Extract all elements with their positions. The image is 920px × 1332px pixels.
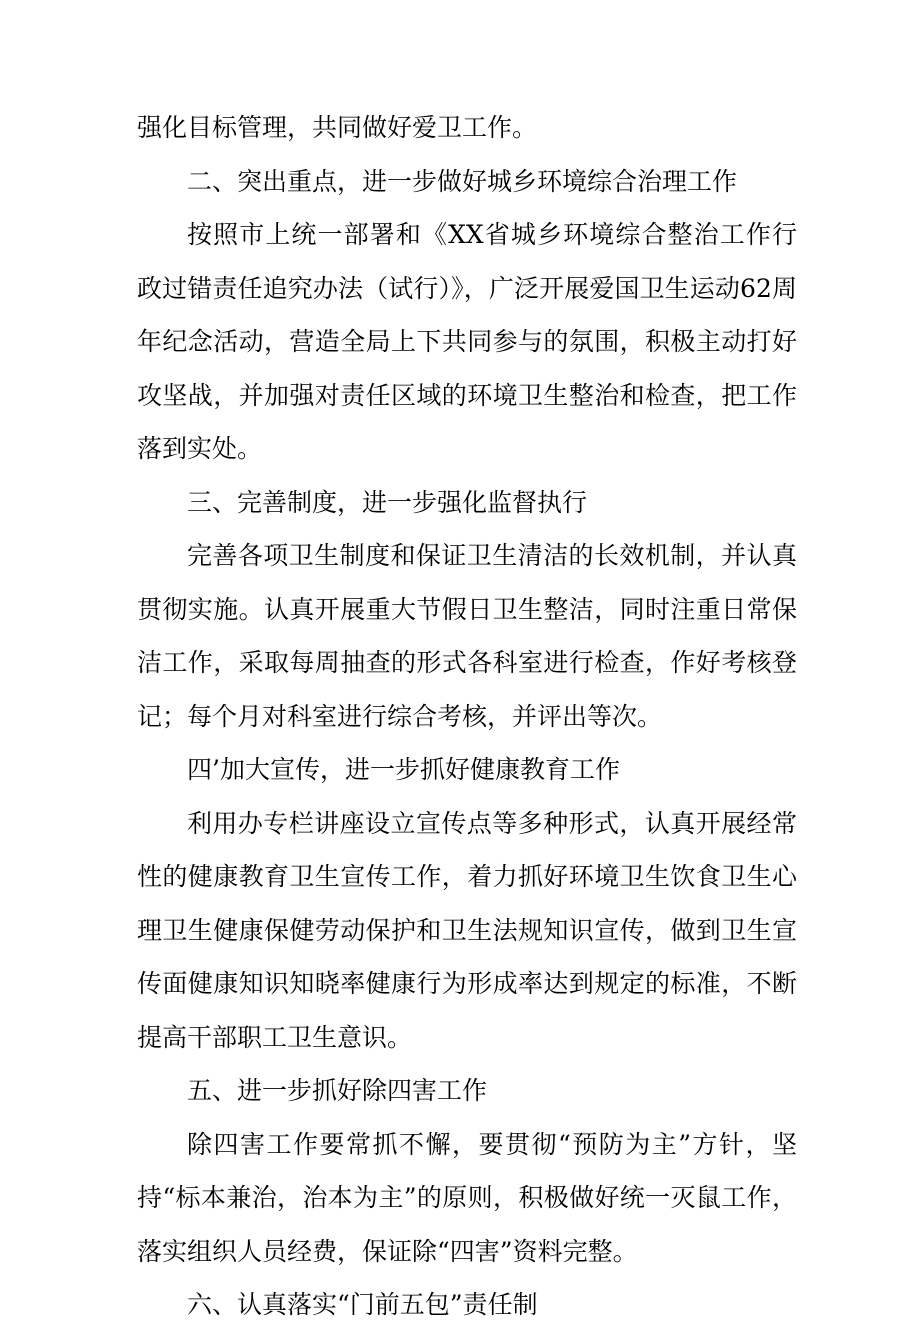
paragraph-continuation: 强化目标管理，共同做好爱卫工作。 — [137, 113, 538, 142]
section-heading-4: 四’加大宣传，进一步抓好健康教育工作 — [187, 755, 620, 784]
paragraph-section-3: 完善各项卫生制度和保证卫生清洁的长效机制，并认真贯彻实施。认真开展重大节假日卫生整洁，同时注重日常保洁工作，采取每周抽查的形式各科室进行检查，作好考核登记；每个月对科室进行综合考核，并评出等次。 — [137, 541, 797, 731]
section-heading-3: 三、完善制度，进一步强化监督执行 — [187, 487, 588, 517]
paragraph-section-4: 利用办专栏讲座设立宣传点等多种形式，认真开展经常性的健康教育卫生宣传工作，着力抓好环境卫生饮食卫生心理卫生健康保健劳动保护和卫生法规知识宣传，做到卫生宣传面健康知识知晓率健康行为形成率达到规定的标准，不断提高干部职工卫生意识。 — [137, 808, 797, 1052]
section-heading-5: 五、进一步抓好除四害工作 — [187, 1076, 488, 1105]
section-heading-6: 六、认真落实“门前五包”责任制 — [187, 1290, 538, 1319]
section-heading-2: 二、突出重点，进一步做好城乡环境综合治理工作 — [187, 166, 738, 196]
paragraph-section-5: 除四害工作要常抓不懈，要贯彻“预防为主”方针，坚持“标本兼治，治本为主”的原则，积极做好统一灭鼠工作，落实组织人员经费，保证除“四害”资料完整。 — [137, 1129, 797, 1266]
document-body — [137, 101, 797, 1332]
paragraph-section-2: 按照市上统一部署和《XX省城乡环境综合整治工作行政过错责任追究办法（试行）》，广泛开展爱国卫生运动62周年纪念活动，营造全局上下共同参与的氛围，积极主动打好攻坚战，并加强对责任区域的环境卫生整治和检查，把工作落到实处。 — [137, 220, 797, 463]
